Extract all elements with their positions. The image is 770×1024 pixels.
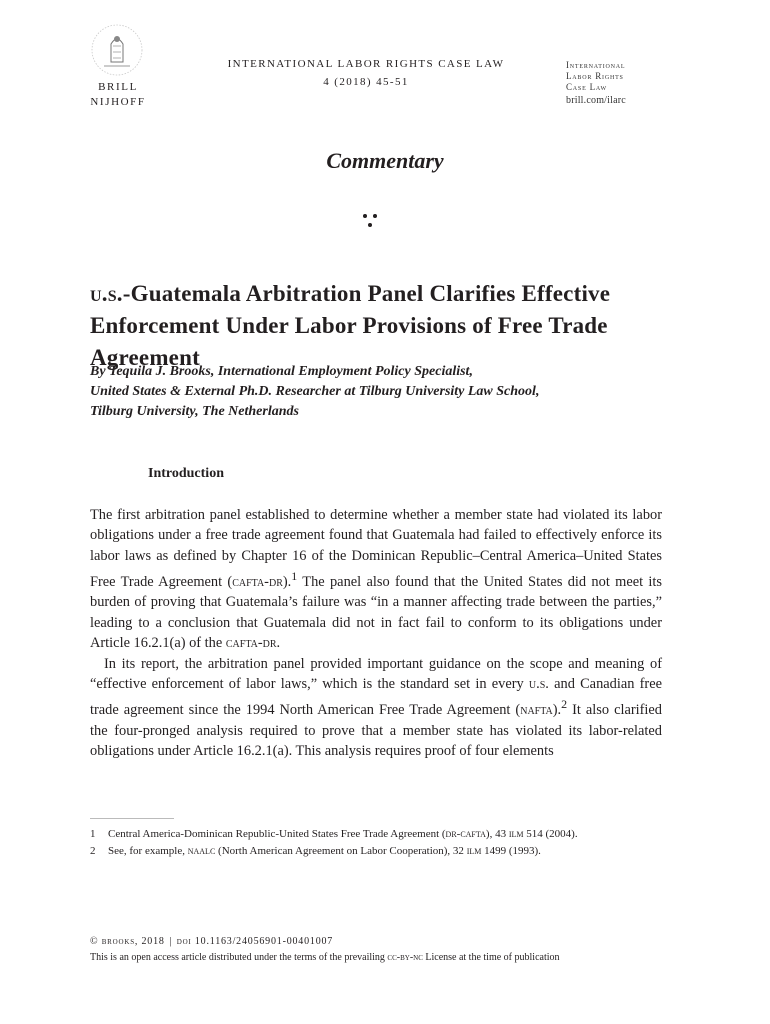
paragraph: The first arbitration panel established to determine whether a member state had violated its labor obligations under a free trade agreement found that Guatemala had failed to effectively enforce its labor laws as defined by Chapter 16 of the Dominican Republic–Central America–United States Free Trade Agreement (cafta-dr).$^1$ The panel also found that the United States did not meet its burden of proving that Guatemala’s failure was “in a manner affecting trade between the parties,” leading to a conclusion that Guatemala did not in fact fail to conform to its obligations under Article 16.2.1(a) of the cafta-dr. — [90, 507, 662, 652]
footnotes — [90, 826, 662, 860]
copyright: © brooks, 2018 — [90, 936, 165, 947]
publisher-line1: BRILL — [98, 81, 138, 93]
license-abbr: cc-by-nc — [387, 952, 423, 963]
body-text — [90, 505, 662, 761]
footnote-ref[interactable]: 2 — [561, 697, 568, 712]
masthead-line1: International — [566, 60, 626, 70]
journal-name: INTERNATIONAL LABOR RIGHTS CASE LAW — [227, 58, 505, 70]
paragraph: In its report, the arbitration panel provided important guidance on the scope and meaning of “effective enforcement of labor laws,” which is the standard set in every u.s. and Canadian free trade agreement since the 1994 North American Free Trade Agreement (nafta).$^2$ It also clarified the four-pronged analysis required to prove that a member state has violated its labor-related obligations under Article 16.2.1(a). This analysis requires proof of four elements — [90, 655, 663, 760]
abbreviation: u.s. — [528, 676, 549, 693]
footnote-number: 1 — [90, 828, 96, 840]
publisher-name — [82, 80, 154, 110]
title-rest: -Guatemala Arbitration Panel Clarifies Effective Enforcement Under Labor Provisions of Free Trade Agreement — [90, 281, 611, 370]
abbreviation: cafta-dr — [225, 635, 277, 652]
journal-header — [196, 55, 536, 91]
section-label: Commentary — [326, 148, 444, 173]
footnote: 1 Central America-Dominican Republic-United States Free Trade Agreement (dr-cafta), 43 ilm 514 (2004). — [90, 826, 662, 843]
journal-masthead — [566, 60, 676, 106]
footnote-number: 2 — [90, 845, 96, 857]
ornament-icon — [350, 208, 390, 238]
footnote-divider — [90, 818, 174, 819]
abbreviation: nafta — [520, 702, 553, 719]
publisher-line2: NIJHOFF — [90, 96, 146, 108]
byline-line3: Tilburg University, The Netherlands — [90, 404, 299, 419]
footnote: 2 See, for example, naalc (North American Agreement on Labor Cooperation), 32 ilm 1499 (1993). — [90, 843, 662, 860]
license-text: This is an open access article distributed under the terms of the prevailing cc-by-nc License at the time of publication — [90, 952, 560, 963]
masthead-line3: Case Law — [566, 82, 608, 92]
abbreviation: cafta-dr — [232, 574, 283, 591]
doi-link[interactable]: doi 10.1163/24056901-00401007 — [176, 936, 334, 947]
separator: | — [169, 936, 172, 947]
byline-line1: By Tequila J. Brooks, International Employment Policy Specialist, — [90, 364, 473, 379]
copyright-line — [90, 934, 690, 950]
masthead-line2: Labor Rights — [566, 71, 624, 81]
byline-line2: United States & External Ph.D. Researcher at Tilburg University Law School, — [90, 384, 540, 399]
page-footer — [90, 934, 690, 966]
byline — [90, 362, 690, 422]
section-heading: Introduction — [148, 466, 224, 481]
journal-volume: 4 (2018) 45-51 — [323, 76, 409, 88]
title-prefix: u.s. — [90, 281, 123, 306]
footnote-ref[interactable]: 1 — [291, 569, 298, 584]
journal-url[interactable]: brill.com/ilarc — [566, 95, 626, 106]
pallas-emblem-icon — [82, 22, 152, 78]
article-title — [90, 278, 680, 374]
